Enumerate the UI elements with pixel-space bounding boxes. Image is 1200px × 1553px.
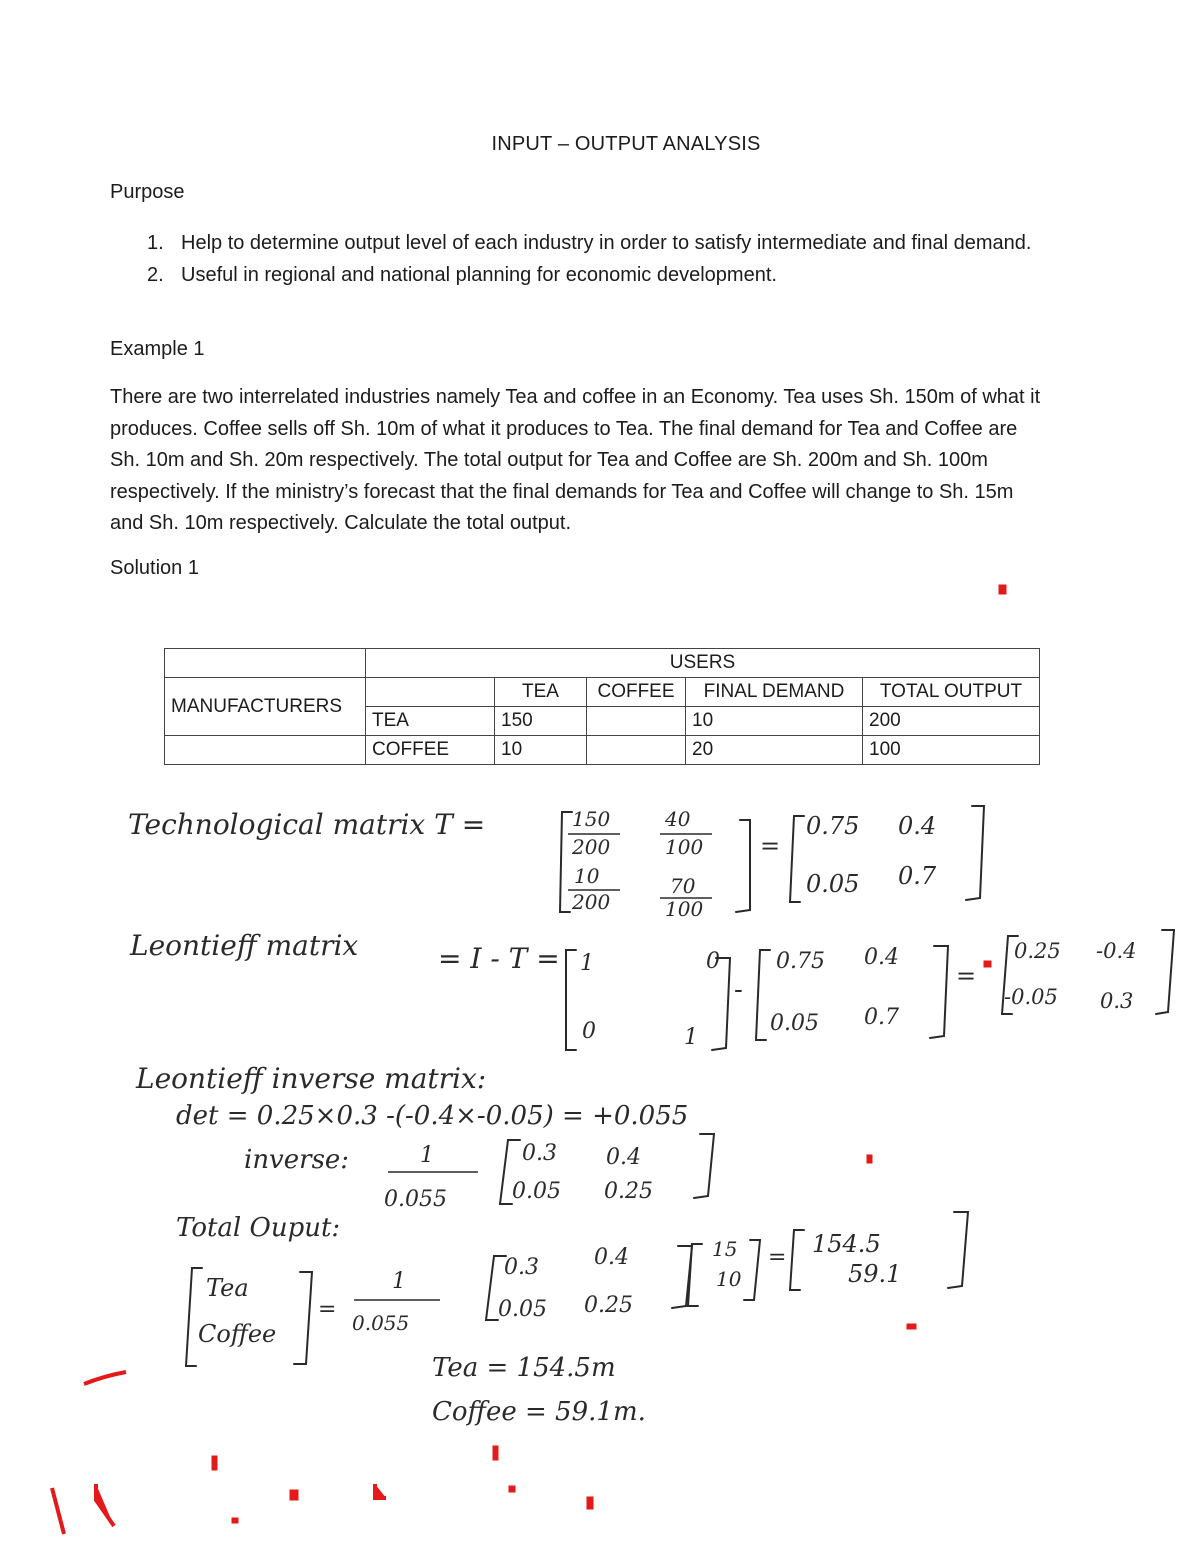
vector-entry: 154.5 [812, 1230, 881, 1258]
bracket-left [688, 1244, 702, 1306]
leontief-label: Leontieff matrix [130, 929, 359, 962]
matrix-entry: 0.7 [898, 862, 937, 890]
red-stroke [52, 1484, 114, 1534]
matrix-entry: 1 [684, 1025, 698, 1050]
row-label: COFFEE [366, 736, 495, 765]
fraction-denominator: 100 [665, 897, 704, 921]
solution-heading: Solution 1 [110, 557, 199, 579]
red-mark [290, 1490, 298, 1500]
matrix-entry: 0.75 [806, 812, 860, 840]
red-mark [999, 585, 1006, 594]
matrix-entry: 0.25 [604, 1179, 653, 1204]
fraction-numerator: 150 [572, 807, 611, 831]
matrix-entry: 1 [580, 951, 594, 976]
red-stroke [375, 1484, 386, 1498]
tech-matrix-label: Technological matrix T = [128, 808, 486, 841]
inverse-label: Leontieff inverse matrix: [136, 1062, 487, 1095]
matrix-entry: 0.05 [498, 1297, 547, 1322]
red-mark [587, 1497, 593, 1509]
users-header: USERS [366, 649, 1040, 678]
vector-label-tea: Tea [206, 1274, 249, 1302]
row-group-label: MANUFACTURERS [165, 678, 366, 736]
vector-label-coffee: Coffee [198, 1320, 277, 1348]
matrix-entry: 0.05 [806, 870, 860, 898]
red-marks [52, 585, 1006, 1534]
bracket-left [566, 950, 576, 1050]
bracket-right [948, 1212, 968, 1288]
minus-sign: - [734, 975, 743, 1005]
fraction-denominator: 100 [665, 835, 704, 859]
red-stroke [84, 1372, 126, 1384]
answer-tea: Tea = 154.5m [432, 1353, 616, 1383]
red-mark [907, 1324, 916, 1329]
bracket-right [930, 946, 948, 1038]
matrix-entry: 0 [706, 949, 720, 974]
matrix-entry: 0.3 [1100, 989, 1134, 1013]
bracket-right [744, 1240, 760, 1300]
list-number: 2. [147, 264, 164, 286]
fraction-denominator: 200 [572, 835, 611, 859]
table-cell: 100 [863, 736, 1040, 765]
bracket-right [694, 1134, 714, 1198]
page-title: INPUT – OUTPUT ANALYSIS [491, 133, 761, 155]
answer-coffee: Coffee = 59.1m. [432, 1397, 646, 1427]
matrix-entry: 0.25 [584, 1293, 633, 1318]
bracket-right [294, 1272, 312, 1364]
table-cell: 10 [686, 707, 863, 736]
matrix-entry: 0.7 [864, 1005, 899, 1030]
fraction-numerator: 1 [420, 1143, 434, 1168]
bracket-right [1156, 930, 1174, 1014]
determinant-line: det = 0.25×0.3 -(-0.4×-0.05) = +0.055 [176, 1101, 689, 1131]
column-header: COFFEE [587, 678, 686, 707]
equals-sign: = [318, 1297, 337, 1322]
example-text: There are two interrelated industries namely Tea and coffee in an Economy. Tea uses Sh. 150m of what it produces. Coffee sells off Sh. 10m of what it produces to Tea. The final demand for Tea and Coffee are Sh. 10m and Sh. 20m respectively. The total output for Tea and Coffee are Sh. 200m and Sh. 100m respectively. If the ministry’s forecast that the final demands for Tea and Coffee will change to Sh. 15m and Sh. 10m respectively. Calculate the total output. [110, 386, 1041, 534]
fraction-numerator: 40 [665, 807, 691, 831]
fraction-denominator: 0.055 [384, 1187, 447, 1212]
fraction-numerator: 10 [574, 864, 600, 888]
vector-entry: 10 [716, 1267, 742, 1291]
red-mark [232, 1518, 238, 1523]
equals-sign: = [760, 832, 781, 860]
example-heading: Example 1 [110, 338, 205, 360]
list-text: Help to determine output level of each industry in order to satisfy intermediate and final demand. [181, 232, 1032, 254]
red-mark [509, 1486, 515, 1492]
list-number: 1. [147, 232, 164, 254]
table-cell: 20 [686, 736, 863, 765]
equals-sign: = [768, 1245, 787, 1270]
red-mark [212, 1456, 217, 1470]
matrix-entry: 0.05 [770, 1011, 819, 1036]
vector-entry: 15 [712, 1237, 738, 1261]
matrix-entry: 0.75 [776, 949, 825, 974]
column-header: TOTAL OUTPUT [863, 678, 1040, 707]
bracket-left [560, 812, 572, 912]
matrix-entry: 0.4 [606, 1145, 641, 1170]
column-header: FINAL DEMAND [686, 678, 863, 707]
bracket-left [790, 816, 804, 902]
fraction-numerator: 1 [392, 1269, 406, 1294]
matrix-entry: 0.3 [522, 1141, 557, 1166]
matrix-entry: 0.3 [504, 1255, 539, 1280]
matrix-entry: -0.4 [1096, 939, 1137, 963]
list-text: Useful in regional and national planning for economic development. [181, 264, 777, 286]
matrix-entry: 0.4 [594, 1245, 629, 1270]
bracket-left [756, 950, 770, 1040]
red-mark [984, 961, 991, 967]
fraction-denominator: 0.055 [352, 1311, 410, 1335]
fraction-denominator: 200 [572, 890, 611, 914]
bracket-left [790, 1230, 804, 1290]
matrix-entry: 0.25 [1014, 939, 1061, 963]
bracket-left [186, 1268, 202, 1366]
red-mark [867, 1155, 872, 1163]
matrix-entry: 0.4 [898, 812, 937, 840]
table-cell: 10 [495, 736, 587, 765]
bracket-right [736, 820, 750, 912]
vector-entry: 59.1 [848, 1260, 902, 1288]
column-header: TEA [495, 678, 587, 707]
matrix-entry: 0 [582, 1019, 596, 1044]
matrix-entry: 0.4 [864, 945, 899, 970]
red-mark [493, 1446, 498, 1460]
i-minus-t: = I - T = [438, 942, 560, 975]
matrix-entry: -0.05 [1004, 985, 1058, 1009]
inverse-word: inverse: [244, 1145, 350, 1175]
equals-sign: = [956, 962, 977, 990]
bracket-right [966, 806, 984, 900]
fraction-numerator: 70 [670, 874, 696, 898]
table-cell: 150 [495, 707, 587, 736]
matrix-entry: 0.05 [512, 1179, 561, 1204]
purpose-heading: Purpose [110, 181, 185, 203]
total-output-label: Total Ouput: [176, 1213, 341, 1243]
row-label: TEA [366, 707, 495, 736]
table-cell: 200 [863, 707, 1040, 736]
